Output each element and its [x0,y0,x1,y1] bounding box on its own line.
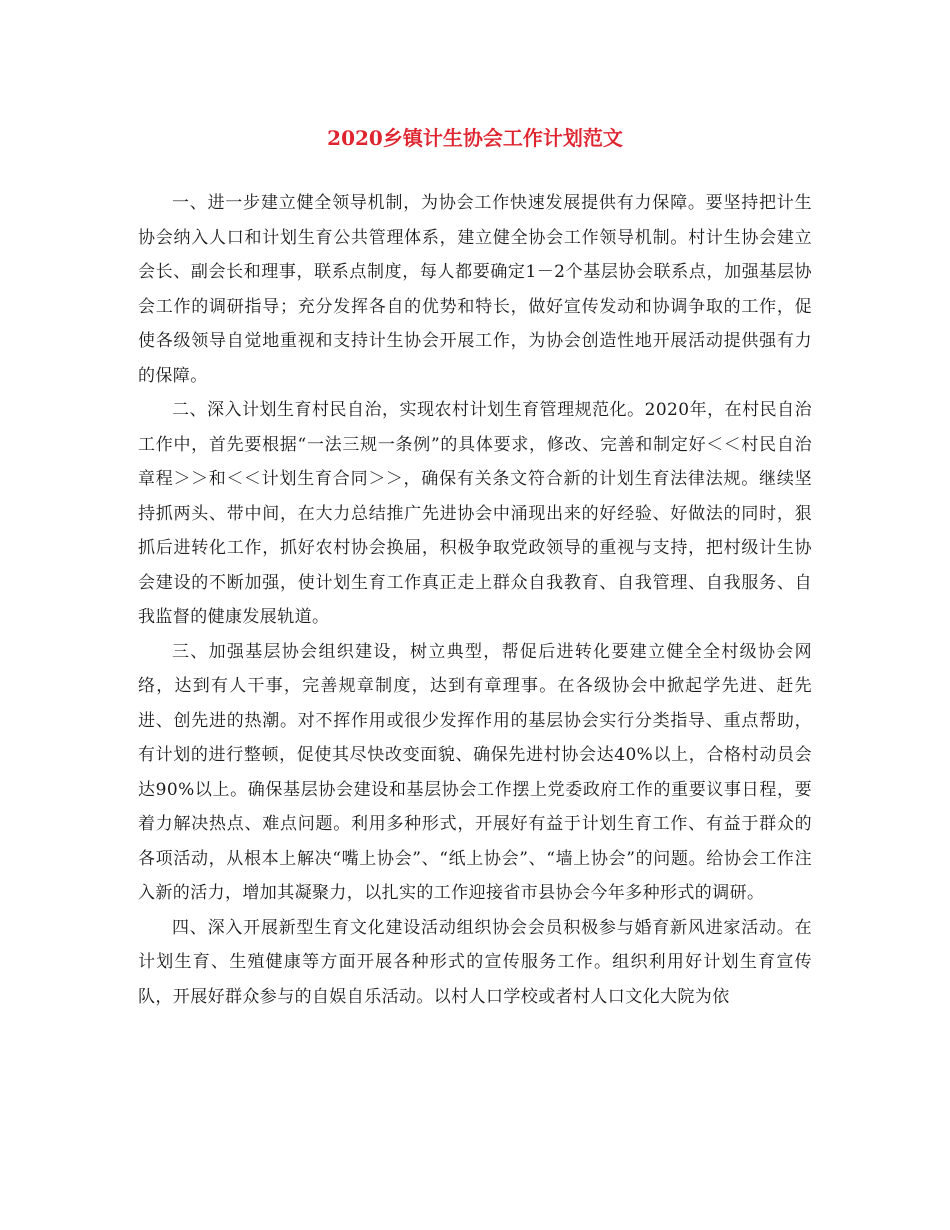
paragraph-2: 二、深入计划生育村民自治，实现农村计划生育管理规范化。2020年，在村民自治工作中，首先要根据“一法三规一条例”的具体要求，修改、完善和制定好＜＜村民自治章程＞＞和＜＜计划生育合同＞＞，确保有关条文符合新的计划生育法律法规。继续坚持抓两头、带中间，在大力总结推广先进协会中涌现出来的好经验、好做法的同时，狠抓后进转化工作，抓好农村协会换届，积极争取党政领导的重视与支持，把村级计生协会建设的不断加强，使计划生育工作真正走上群众自我教育、自我管理、自我服务、自我监督的健康发展轨道。 [138,400,812,627]
document-title: 2020乡镇计生协会工作计划范文 [327,126,623,150]
paragraph-1: 一、进一步建立健全领导机制，为协会工作快速发展提供有力保障。要坚持把计生协会纳入人口和计划生育公共管理体系，建立健全协会工作领导机制。村计生协会建立会长、副会长和理事，联系点制度，每人都要确定1－2个基层协会联系点，加强基层协会工作的调研指导；充分发挥各自的优势和特长，做好宣传发动和协调争取的工作，促使各级领导自觉地重视和支持计生协会开展工作，为协会创造性地开展活动提供强有力的保障。 [138,193,812,386]
document-body [138,186,812,1014]
paragraph-4: 四、深入开展新型生育文化建设活动组织协会会员积极参与婚育新风进家活动。在计划生育、生殖健康等方面开展各种形式的宣传服务工作。组织利用好计划生育宣传队，开展好群众参与的自娱自乐活动。以村人口学校或者村人口文化大院为依 [138,917,812,1007]
paragraph-3: 三、加强基层协会组织建设，树立典型，帮促后进转化要建立健全全村级协会网络，达到有人干事，完善规章制度，达到有章理事。在各级协会中掀起学先进、赶先进、创先进的热潮。对不挥作用或很少发挥作用的基层协会实行分类指导、重点帮助，有计划的进行整顿，促使其尽快改变面貌、确保先进村协会达40%以上，合格村动员会达90%以上。确保基层协会建设和基层协会工作摆上党委政府工作的重要议事日程，要着力解决热点、难点问题。利用多种形式，开展好有益于计划生育工作、有益于群众的各项活动，从根本上解决“嘴上协会”、“纸上协会”、“墙上协会”的问题。给协会工作注入新的活力，增加其凝聚力，以扎实的工作迎接省市县协会今年多种形式的调研。 [138,641,812,903]
